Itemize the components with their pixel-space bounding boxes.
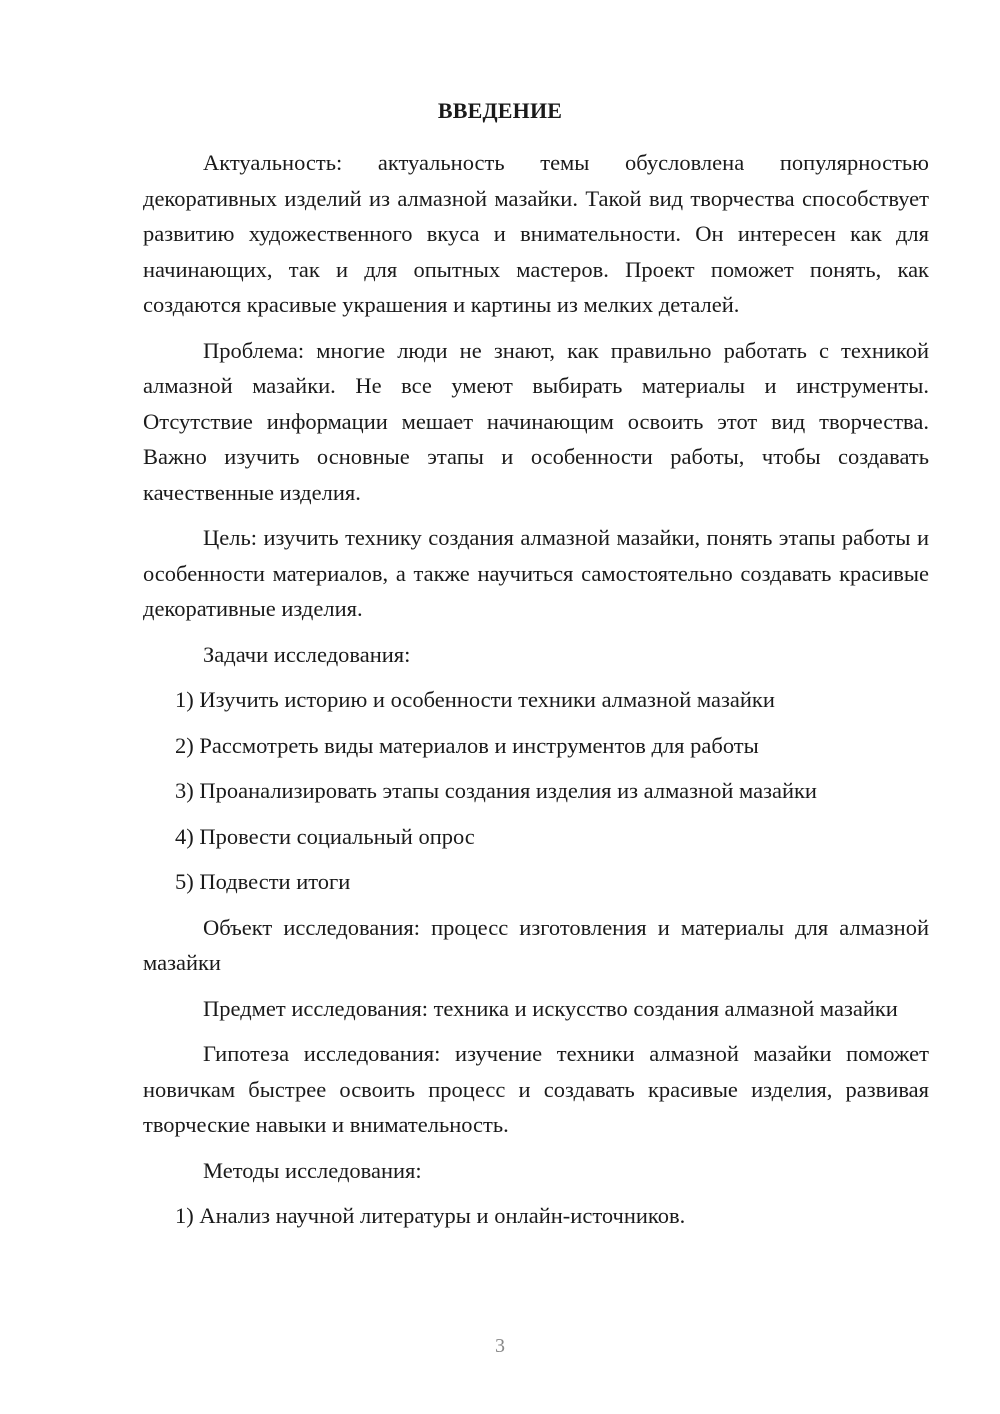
- methods-list: [143, 1198, 929, 1234]
- object-paragraph: Объект исследования: процесс изготовления и материалы для алмазной мазайки: [143, 914, 929, 975]
- page-number: 3: [495, 1335, 505, 1357]
- list-item: 3) Проанализировать этапы создания изделия из алмазной мазайки: [175, 778, 817, 803]
- methods-heading: Методы исследования:: [203, 1157, 422, 1183]
- hypothesis-paragraph: Гипотеза исследования: изучение техники алмазной мазайки поможет новичкам быстрее освоить процесс и создавать красивые изделия, развивая творческие навыки и внимательность.: [143, 1041, 929, 1137]
- relevance-paragraph: Актуальность: актуальность темы обусловлена популярностью декоративных изделий из алмазной мазайки. Такой вид творчества способствует развитию художественного вкуса и внимательности. Он интересен как для начинающих, так и для опытных мастеров. Проект поможет понять, как создаются красивые украшения и картины из мелких деталей.: [143, 150, 929, 317]
- document-body: [143, 145, 929, 1244]
- page-title: ВВЕДЕНИЕ: [437, 98, 563, 123]
- tasks-heading: Задачи исследования:: [203, 641, 411, 667]
- tasks-list: [143, 682, 929, 900]
- problem-paragraph: Проблема: многие люди не знают, как правильно работать с техникой алмазной мазайки. Не все умеют выбирать материалы и инструменты. Отсутствие информации мешает начинающим освоить этот вид творчества. Важно изучить основные этапы и особенности работы, чтобы создавать качественные изделия.: [143, 337, 929, 505]
- list-item: 2) Рассмотреть виды материалов и инструментов для работы: [175, 732, 759, 758]
- subject-paragraph: Предмет исследования: техника и искусство создания алмазной мазайки: [203, 995, 898, 1021]
- list-item: 4) Провести социальный опрос: [175, 823, 475, 849]
- goal-paragraph: Цель: изучить технику создания алмазной мазайки, понять этапы работы и особенности материалов, а также научиться самостоятельно создавать красивые декоративные изделия.: [143, 525, 929, 621]
- list-item: 5) Подвести итоги: [175, 869, 351, 894]
- list-item: 1) Анализ научной литературы и онлайн-источников.: [175, 1203, 686, 1228]
- list-item: 1) Изучить историю и особенности техники алмазной мазайки: [175, 687, 775, 712]
